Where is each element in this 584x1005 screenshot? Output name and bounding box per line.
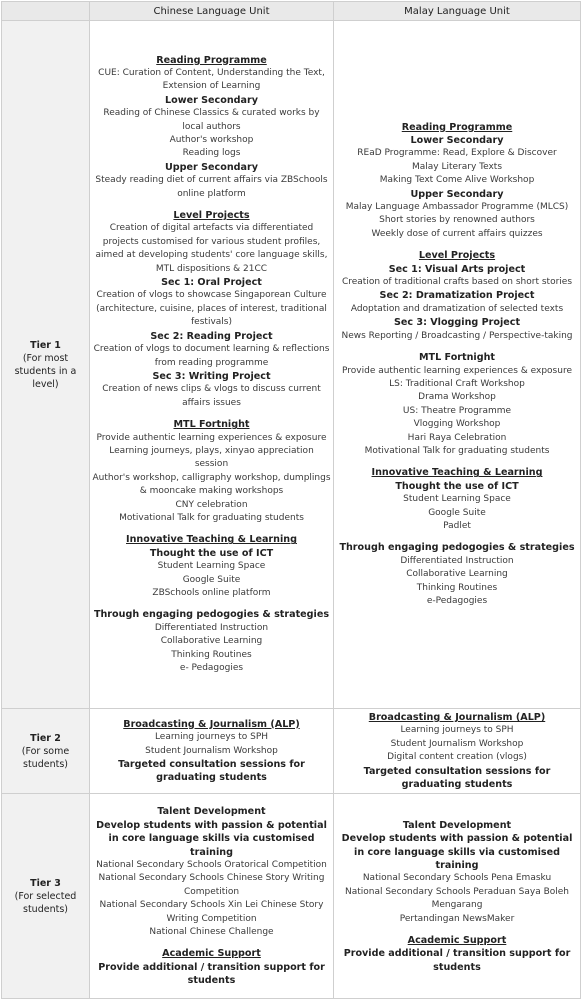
cl-s2-text: Creation of vlogs to document learning & reflections from reading programme bbox=[93, 344, 330, 368]
cl-itl-head: Innovative Teaching & Learning bbox=[126, 534, 297, 546]
cl-mtl-head: MTL Fortnight bbox=[173, 419, 250, 431]
cl-s2-head: Sec 2: Reading Project bbox=[150, 330, 273, 342]
cl-level-desc: Creation of digital artefacts via differentiated projects customised for various student profiles, aimed at developing students' core language skills, MTL dispositions & 21CC bbox=[95, 223, 328, 274]
ml-lower-1: REaD Programme: Read, Explore & Discover bbox=[357, 148, 557, 159]
ml-talent-head: Talent Development bbox=[402, 819, 512, 831]
cl-itl-1: Student Learning Space bbox=[157, 561, 266, 572]
language-programme-table bbox=[1, 1, 581, 999]
tier1-label bbox=[2, 21, 90, 709]
cl-ped-head: Through engaging pedogogies & strategies bbox=[93, 609, 330, 621]
ml-upper-1: Malay Language Ambassador Programme (MLCS) bbox=[345, 202, 569, 213]
ml-talent-sub: Develop students with passion & potential in core language skills via customised training bbox=[341, 833, 573, 871]
tier1-desc: (For most students in a level) bbox=[14, 352, 77, 390]
cl-talent-2: National Secondary Schools Chinese Story Writing Competition bbox=[98, 873, 325, 897]
ml-mtl-6: Hari Raya Celebration bbox=[407, 432, 507, 443]
ml-itl-3: Padlet bbox=[443, 520, 471, 531]
ml-bj-2: Student Journalism Workshop bbox=[390, 738, 524, 749]
cl-s3-text: Creation of news clips & vlogs to discuss current affairs issues bbox=[102, 384, 321, 408]
ml-s2-text: Adoptation and dramatization of selected texts bbox=[350, 303, 564, 314]
ml-upper-3: Weekly dose of current affairs quizzes bbox=[371, 228, 543, 239]
tier3-name: Tier 3 bbox=[30, 877, 61, 889]
cl-upper-head: Upper Secondary bbox=[165, 161, 258, 173]
ml-reading-head: Reading Programme bbox=[401, 121, 513, 133]
cl-ped-4: e- Pedagogies bbox=[179, 663, 244, 674]
cl-acad-sub: Provide additional / transition support for students bbox=[98, 961, 325, 987]
cl-reading-cue: CUE: Curation of Content, Understanding the Text, Extension of Learning bbox=[98, 67, 325, 92]
ml-ped-2: Collaborative Learning bbox=[406, 569, 508, 580]
tier3-label bbox=[2, 794, 90, 999]
ml-mtl-5: Vlogging Workshop bbox=[413, 419, 501, 430]
ml-ped-head: Through engaging pedogogies & strategies bbox=[339, 542, 575, 554]
cl-reading-head: Reading Programme bbox=[156, 54, 267, 66]
malay-tier1-cell bbox=[334, 21, 581, 709]
cl-mtl-5: Motivational Talk for graduating students bbox=[119, 512, 304, 523]
cl-ped-1: Differentiated Instruction bbox=[154, 622, 269, 633]
ml-itl-2: Google Suite bbox=[428, 507, 486, 518]
cl-talent-head: Talent Development bbox=[157, 806, 266, 818]
ml-s3-head: Sec 3: Vlogging Project bbox=[393, 317, 521, 329]
chinese-tier2-cell bbox=[90, 709, 334, 794]
malay-tier2-cell bbox=[334, 709, 581, 794]
header-chinese: Chinese Language Unit bbox=[90, 2, 334, 21]
cl-lower-head: Lower Secondary bbox=[165, 94, 258, 106]
ml-acad-head: Academic Support bbox=[407, 934, 507, 946]
cl-lower-3: Reading logs bbox=[182, 148, 241, 159]
ml-talent-3: Pertandingan NewsMaker bbox=[399, 913, 515, 924]
cl-bj-1: Learning journeys to SPH bbox=[154, 732, 269, 743]
cl-itl-sub: Thought the use of ICT bbox=[149, 547, 274, 559]
cl-bj-2: Student Journalism Workshop bbox=[145, 745, 278, 756]
cl-mtl-2: Learning journeys, plays, xinyao appreciation session bbox=[109, 445, 314, 470]
ml-bj-head: Broadcasting & Journalism (ALP) bbox=[368, 712, 546, 723]
cl-lower-2: Author's workshop bbox=[169, 135, 254, 145]
header-malay: Malay Language Unit bbox=[334, 2, 581, 21]
cl-lower-1: Reading of Chinese Classics & curated works by local authors bbox=[103, 108, 320, 132]
ml-mtl-7: Motivational Talk for graduating students bbox=[364, 445, 550, 456]
cl-mtl-4: CNY celebration bbox=[175, 499, 248, 510]
cl-ped-2: Collaborative Learning bbox=[160, 636, 263, 647]
tier2-row bbox=[2, 709, 581, 794]
ml-acad-sub: Provide additional / transition support for students bbox=[343, 948, 571, 973]
ml-lower-2: Malay Literary Texts bbox=[411, 161, 503, 172]
ml-mtl-3: Drama Workshop bbox=[418, 392, 496, 403]
cl-mtl-3: Author's workshop, calligraphy workshop, dumplings & mooncake making workshops bbox=[92, 472, 331, 497]
tier3-desc: (For selected students) bbox=[14, 890, 77, 915]
cl-level-head: Level Projects bbox=[173, 210, 250, 222]
tier2-label bbox=[2, 709, 90, 794]
cl-acad-head: Academic Support bbox=[162, 948, 261, 960]
ml-talent-2: National Secondary Schools Peraduan Saya Boleh Mengarang bbox=[344, 886, 570, 911]
ml-bj-4: Targeted consultation sessions for graduating students bbox=[363, 765, 551, 791]
cl-s1-text: Creation of vlogs to showcase Singaporean Culture (architecture, cuisine, places of interest, traditional festivals) bbox=[96, 290, 327, 328]
ml-bj-1: Learning journeys to SPH bbox=[400, 725, 514, 736]
chinese-tier1-cell bbox=[90, 21, 334, 709]
cl-talent-4: National Chinese Challenge bbox=[149, 926, 274, 937]
cl-upper-1: Steady reading diet of current affairs via ZBSchools online platform bbox=[95, 175, 328, 199]
ml-lower-3: Making Text Come Alive Workshop bbox=[379, 175, 535, 186]
ml-lower-head: Lower Secondary bbox=[410, 135, 504, 146]
cl-itl-2: Google Suite bbox=[182, 574, 241, 585]
cl-mtl-1: Provide authentic learning experiences & exposure bbox=[96, 432, 327, 443]
cl-s1-head: Sec 1: Oral Project bbox=[161, 277, 262, 289]
ml-mtl-1: Provide authentic learning experiences & exposure bbox=[342, 365, 572, 376]
ml-s3-text: News Reporting / Broadcasting / Perspective-taking bbox=[341, 330, 573, 341]
tier3-row bbox=[2, 794, 581, 999]
cl-talent-1: National Secondary Schools Oratorical Competition bbox=[96, 859, 327, 870]
tier1-name: Tier 1 bbox=[30, 339, 61, 351]
ml-itl-1: Student Learning Space bbox=[403, 494, 511, 505]
ml-talent-1: National Secondary Schools Pena Emasku bbox=[362, 873, 552, 884]
cl-itl-3: ZBSchools online platform bbox=[152, 588, 271, 598]
ml-s2-head: Sec 2: Dramatization Project bbox=[379, 290, 535, 302]
header-row bbox=[2, 2, 581, 21]
ml-itl-sub: Thought the use of ICT bbox=[395, 480, 519, 492]
ml-mtl-head: MTL Fortnight bbox=[418, 352, 496, 364]
ml-mtl-2: LS: Traditional Craft Workshop bbox=[389, 378, 525, 389]
ml-ped-3: Thinking Routines bbox=[416, 582, 498, 593]
cl-ped-3: Thinking Routines bbox=[171, 649, 252, 660]
tier1-row bbox=[2, 21, 581, 709]
ml-upper-2: Short stories by renowned authors bbox=[379, 215, 535, 226]
ml-mtl-4: US: Theatre Programme bbox=[402, 405, 512, 416]
ml-upper-head: Upper Secondary bbox=[410, 188, 504, 200]
corner-header bbox=[2, 2, 90, 21]
ml-bj-3: Digital content creation (vlogs) bbox=[387, 752, 527, 763]
ml-ped-1: Differentiated Instruction bbox=[400, 555, 514, 566]
cl-talent-sub: Develop students with passion & potential in core language skills via customised training bbox=[96, 819, 327, 858]
ml-itl-head: Innovative Teaching & Learning bbox=[371, 467, 543, 479]
cl-talent-3: National Secondary Schools Xin Lei Chinese Story Writing Competition bbox=[99, 900, 324, 924]
tier2-desc: (For some students) bbox=[21, 745, 70, 770]
ml-s1-head: Sec 1: Visual Arts project bbox=[388, 263, 526, 275]
tier2-name: Tier 2 bbox=[30, 732, 61, 744]
ml-s1-text: Creation of traditional crafts based on short stories bbox=[341, 277, 573, 288]
ml-ped-4: e-Pedagogies bbox=[426, 596, 488, 606]
cl-s3-head: Sec 3: Writing Project bbox=[152, 370, 271, 382]
ml-level-head: Level Projects bbox=[418, 250, 496, 262]
cl-bj-3: Targeted consultation sessions for graduating students bbox=[118, 758, 305, 784]
cl-bj-head: Broadcasting & Journalism (ALP) bbox=[123, 718, 300, 730]
malay-tier3-cell bbox=[334, 794, 581, 999]
programme-table-wrapper bbox=[1, 1, 581, 999]
chinese-tier3-cell bbox=[90, 794, 334, 999]
